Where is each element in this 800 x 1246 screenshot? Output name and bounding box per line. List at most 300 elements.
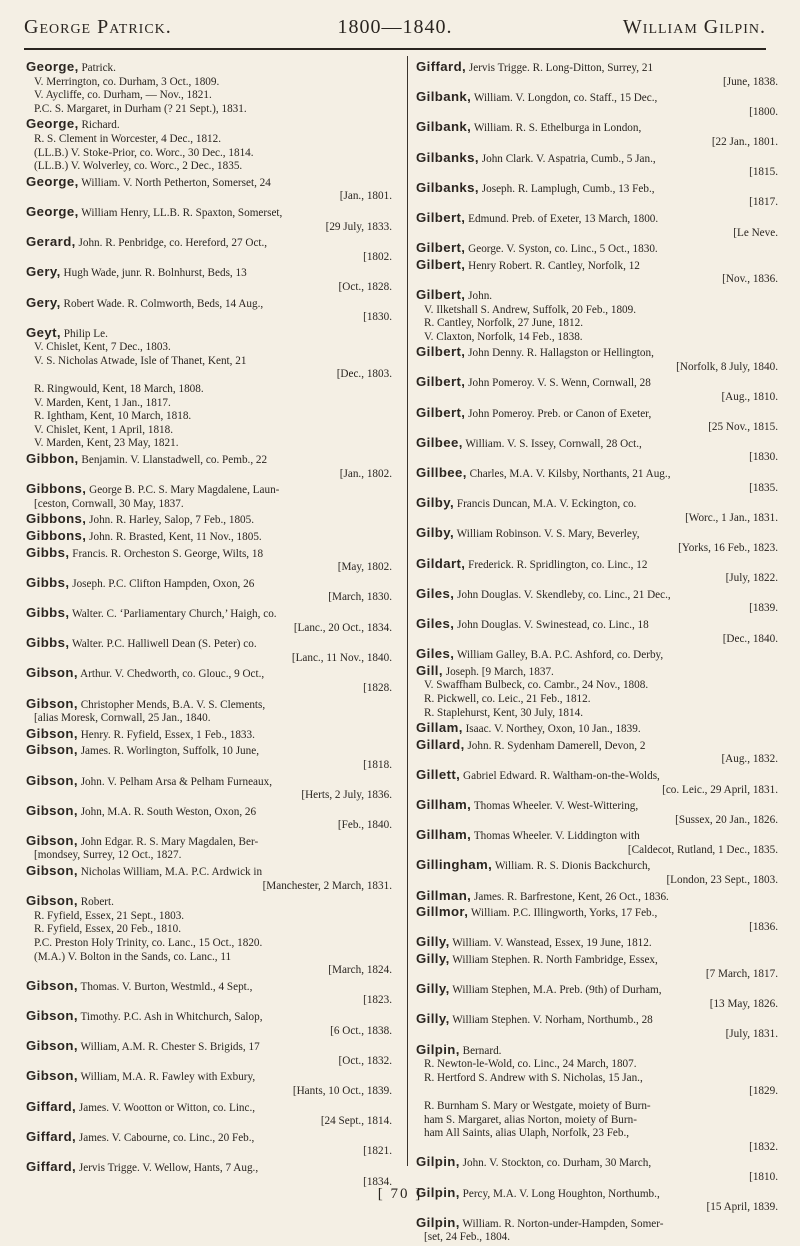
entry-line: R. S. Clement in Worcester, 4 Dec., 1812. bbox=[34, 132, 222, 145]
entry-text: Timothy. P.C. Ash in Whitchurch, Salop, bbox=[77, 1011, 263, 1023]
entry-continuation: [1829. bbox=[749, 1085, 778, 1098]
entry bbox=[416, 905, 778, 934]
entry-line: ham All Saints, alias Ulaph, Norfolk, 23 Feb., bbox=[424, 1127, 630, 1140]
entry-text: George. V. Syston, co. Linc., 5 Oct., 1830. bbox=[465, 243, 658, 256]
entry-line: (LL.B.) V. Stoke-Prior, co. Worc., 30 Dec., 1814. bbox=[34, 146, 254, 159]
entry bbox=[416, 466, 778, 495]
entry-continuation: [1802. bbox=[363, 250, 392, 263]
entry-headword: Gilby, bbox=[416, 495, 455, 511]
entry bbox=[416, 60, 778, 89]
entry-headword: Gibson, bbox=[26, 1038, 78, 1054]
entry-text: George B. P.C. S. Mary Magdalene, Laun- bbox=[86, 484, 280, 497]
entry-continuation: [15 April, 1839. bbox=[706, 1201, 778, 1214]
entry-text: William Henry, LL.B. R. Spaxton, Somerset, bbox=[78, 206, 283, 219]
right-column bbox=[416, 60, 778, 1246]
entry-line: R. Fyfield, Essex, 21 Sept., 1803. bbox=[34, 909, 185, 922]
entry-text: Gabriel Edward. R. Waltham-on-the-Wolds, bbox=[460, 769, 660, 782]
entry bbox=[416, 526, 778, 555]
entry-headword: Gillard, bbox=[416, 736, 465, 752]
entry bbox=[26, 383, 392, 451]
entry-headword: Giles, bbox=[416, 585, 455, 601]
entry-text: James. R. Worlington, Suffolk, 10 June, bbox=[77, 745, 259, 758]
entry-headword: Gilbert, bbox=[416, 240, 466, 256]
entry-headword: Giles, bbox=[416, 615, 455, 631]
entry-continuation: [1834. bbox=[363, 1175, 392, 1188]
entry-text: William, M.A. R. Fawley with Exbury, bbox=[77, 1071, 256, 1084]
entry bbox=[416, 935, 778, 951]
entry-continuation: [Hants, 10 Oct., 1839. bbox=[292, 1084, 392, 1097]
entry bbox=[26, 512, 392, 528]
entry-line: V. Marden, Kent, 1 Jan., 1817. bbox=[34, 396, 171, 409]
entry-text: Joseph. [9 March, 1837. bbox=[442, 665, 554, 678]
entry-headword: George, bbox=[26, 116, 79, 132]
entry bbox=[26, 326, 392, 382]
running-header bbox=[24, 10, 766, 46]
entry-text: Arthur. V. Chedworth, co. Glouc., 9 Oct., bbox=[77, 668, 265, 681]
entry-text: Thomas Wheeler. V. West-Wittering, bbox=[471, 800, 639, 813]
entry-continuation: [Herts, 2 July, 1836. bbox=[301, 789, 392, 802]
entry-text: Isaac. V. Northey, Oxon, 10 Jan., 1839. bbox=[462, 723, 641, 736]
header-center: 1800—1840. bbox=[337, 16, 453, 38]
entry-continuation: [1817. bbox=[749, 196, 778, 209]
entry-text: Francis Duncan, M.A. V. Eckington, co. bbox=[454, 498, 637, 511]
entry-line: P.C. Preston Holy Trinity, co. Lanc., 15 Oct., 1820. bbox=[34, 937, 263, 950]
entry-headword: Gilpin, bbox=[416, 1154, 460, 1170]
entry bbox=[26, 834, 392, 863]
entry-line: V. Ilketshall S. Andrew, Suffolk, 20 Feb., 1809. bbox=[424, 303, 637, 316]
header-rule bbox=[24, 48, 766, 50]
entry bbox=[416, 496, 778, 525]
entry-headword: Gibson, bbox=[26, 695, 78, 711]
entry bbox=[26, 175, 392, 204]
entry bbox=[416, 90, 778, 119]
entry-continuation: [1815. bbox=[749, 166, 778, 179]
entry bbox=[416, 557, 778, 586]
entry-headword: Gilbanks, bbox=[416, 179, 479, 195]
entry-line: R. Ringwould, Kent, 18 March, 1808. bbox=[34, 383, 204, 396]
entry-headword: Gill, bbox=[416, 662, 443, 678]
entry bbox=[416, 1012, 778, 1041]
entry bbox=[26, 666, 392, 695]
entry bbox=[416, 798, 778, 827]
entry-text: Jervis Trigge. V. Wellow, Hants, 7 Aug., bbox=[76, 1161, 259, 1174]
entry-text: William. R. S. Ethelburga in London, bbox=[471, 122, 642, 135]
entry-text: James. V. Cabourne, co. Linc., 20 Feb., bbox=[76, 1131, 255, 1144]
entry-text: Walter. P.C. Halliwell Dean (S. Peter) co. bbox=[69, 638, 257, 651]
entry bbox=[26, 727, 392, 743]
entry-text: Walter. C. ‘Parliamentary Church,’ Haigh, co. bbox=[69, 607, 277, 620]
entry-headword: Gillham, bbox=[416, 827, 472, 843]
entry-line: [ceston, Cornwall, 30 May, 1837. bbox=[34, 497, 184, 510]
entry-headword: Gibson, bbox=[26, 665, 78, 681]
entry-text: Joseph. P.C. Clifton Hampden, Oxon, 26 bbox=[69, 577, 255, 590]
entry bbox=[416, 768, 778, 797]
entry-headword: Gibbons, bbox=[26, 481, 87, 497]
entry bbox=[26, 864, 392, 893]
entry-continuation: [Sussex, 20 Jan., 1826. bbox=[675, 813, 778, 826]
entry bbox=[26, 697, 392, 726]
entry-text: William. R. Norton-under-Hampden, Somer- bbox=[459, 1217, 664, 1230]
entry-line: R. Burnham S. Mary or Westgate, moiety of Burn- bbox=[424, 1099, 651, 1112]
entry-text: William. P.C. Illingworth, Yorks, 17 Feb., bbox=[468, 907, 658, 920]
entry-text: John. R. Brasted, Kent, 11 Nov., 1805. bbox=[86, 531, 262, 543]
entry-text: William. V. Longdon, co. Staff., 15 Dec., bbox=[471, 92, 658, 105]
entry-headword: Gibbs, bbox=[26, 635, 70, 651]
entry bbox=[416, 151, 778, 180]
entry-continuation: [1830. bbox=[363, 311, 392, 324]
entry-line: [set, 24 Feb., 1804. bbox=[424, 1231, 511, 1244]
page-number: [ 70 ] bbox=[377, 1186, 423, 1202]
entry bbox=[416, 858, 778, 887]
entry bbox=[416, 241, 778, 257]
entry-text: Bernard. bbox=[459, 1044, 502, 1057]
entry-line: [alias Moresk, Cornwall, 25 Jan., 1840. bbox=[34, 712, 211, 725]
entry-continuation: [1830. bbox=[749, 451, 778, 464]
entry-line: ham S. Margaret, alias Norton, moiety of Burn- bbox=[424, 1113, 637, 1126]
entry-headword: Giffard, bbox=[26, 1158, 77, 1174]
entry-headword: Gilbert, bbox=[416, 256, 466, 272]
entry bbox=[26, 117, 392, 173]
entry-continuation: [22 Jan., 1801. bbox=[711, 135, 778, 148]
entry-headword: Gibbons, bbox=[26, 528, 87, 543]
entry-text: William Stephen. R. North Fambridge, Essex, bbox=[449, 954, 658, 967]
entry-line: [mondsey, Surrey, 12 Oct., 1827. bbox=[34, 849, 182, 862]
entry-line: (LL.B.) V. Wolverley, co. Worc., 2 Dec., 1835. bbox=[34, 160, 243, 173]
entry bbox=[26, 529, 392, 545]
entry bbox=[416, 288, 778, 344]
entry-text: Thomas. V. Burton, Westmld., 4 Sept., bbox=[77, 980, 253, 993]
entry-headword: Gibbs, bbox=[26, 574, 70, 590]
entry-text: Percy, M.A. V. Long Houghton, Northumb., bbox=[459, 1187, 660, 1200]
entry-headword: Gilbert, bbox=[416, 209, 466, 225]
entry-continuation: [29 July, 1833. bbox=[325, 220, 392, 233]
entry-text: John Clark. V. Aspatria, Cumb., 5 Jan., bbox=[478, 152, 656, 165]
entry-headword: Gilly, bbox=[416, 981, 450, 997]
entry bbox=[26, 606, 392, 635]
entry-headword: Gillham, bbox=[416, 797, 472, 813]
entry-line: V. Claxton, Norfolk, 14 Feb., 1838. bbox=[424, 330, 583, 343]
entry-continuation: [March, 1824. bbox=[328, 964, 392, 977]
entry-headword: Gildart, bbox=[416, 555, 466, 571]
entry-text: John Douglas. V. Swinestead, co. Linc., 18 bbox=[454, 618, 649, 631]
entry bbox=[416, 587, 778, 616]
entry-continuation: [13 May, 1826. bbox=[709, 997, 778, 1010]
entry bbox=[26, 205, 392, 234]
entry-headword: Gilbanks, bbox=[416, 149, 479, 165]
entry-continuation: [March, 1830. bbox=[328, 591, 392, 604]
entry-continuation: [Aug., 1810. bbox=[721, 391, 778, 404]
entry bbox=[26, 1160, 392, 1189]
entry-continuation: [Feb., 1840. bbox=[337, 819, 392, 832]
entry bbox=[416, 952, 778, 981]
entry-text: William Robinson. V. S. Mary, Beverley, bbox=[454, 528, 640, 541]
entry-headword: Gillam, bbox=[416, 720, 463, 736]
entry-text: John. R. Harley, Salop, 7 Feb., 1805. bbox=[86, 514, 255, 527]
entry-headword: Gibson, bbox=[26, 863, 78, 879]
entry-text: Thomas Wheeler. V. Liddington with bbox=[471, 830, 640, 843]
entry-text: John Pomeroy. Preb. or Canon of Exeter, bbox=[465, 407, 652, 420]
entry bbox=[416, 1155, 778, 1184]
entry-headword: Gibbons, bbox=[26, 511, 87, 527]
entry bbox=[416, 738, 778, 767]
entry-headword: Giffard, bbox=[416, 59, 467, 74]
column-divider bbox=[407, 56, 408, 1166]
entry-headword: Gery, bbox=[26, 294, 61, 310]
entry-text: Hugh Wade, junr. R. Bolnhurst, Beds, 13 bbox=[60, 267, 247, 280]
entry-headword: George, bbox=[26, 173, 79, 189]
header-left: George Patrick. bbox=[24, 16, 172, 38]
entry bbox=[26, 979, 392, 1008]
entry bbox=[416, 345, 778, 374]
entry-line: V. Swaffham Bulbeck, co. Cambr., 24 Nov., 1808. bbox=[424, 679, 649, 692]
entry-text: Nicholas William, M.A. P.C. Ardwick in bbox=[77, 866, 263, 879]
entry-headword: Gibson, bbox=[26, 977, 78, 993]
entry-line: R. Ightham, Kent, 10 March, 1818. bbox=[34, 410, 192, 423]
entry-text: Robert Wade. R. Colmworth, Beds, 14 Aug., bbox=[60, 297, 264, 310]
entry-headword: Gillbee, bbox=[416, 465, 467, 481]
entry-headword: Gibson, bbox=[26, 1068, 78, 1084]
entry-headword: Gillett, bbox=[416, 766, 461, 782]
entry-text: Christopher Mends, B.A. V. S. Clements, bbox=[77, 698, 266, 711]
entry bbox=[416, 375, 778, 404]
entry-continuation: [Le Neve. bbox=[733, 226, 778, 239]
entry-continuation: [Nov., 1836. bbox=[722, 273, 778, 286]
entry-continuation: [Dec., 1803. bbox=[336, 368, 392, 381]
entry-text: Robert. bbox=[77, 896, 114, 909]
entry-headword: Gilbert, bbox=[416, 404, 466, 420]
entry-headword: Giles, bbox=[416, 646, 455, 662]
entry bbox=[416, 889, 778, 905]
entry bbox=[416, 1216, 778, 1245]
entry-headword: Gilby, bbox=[416, 525, 455, 541]
entry-continuation: [Caldecot, Rutland, 1 Dec., 1835. bbox=[627, 843, 778, 856]
entry-text: William, A.M. R. Chester S. Brigids, 17 bbox=[77, 1041, 260, 1054]
entry-line: (M.A.) V. Bolton in the Sands, co. Lanc., 11 bbox=[34, 950, 232, 963]
entry-continuation: [Aug., 1832. bbox=[721, 753, 778, 766]
entry bbox=[416, 647, 778, 663]
entry bbox=[416, 664, 778, 720]
entry-headword: Gibson, bbox=[26, 802, 78, 818]
entry-text: Edmund. Preb. of Exeter, 13 March, 1800. bbox=[465, 212, 659, 225]
entry-headword: Giffard, bbox=[26, 1098, 77, 1114]
entry-line: V. Chislet, Kent, 1 April, 1818. bbox=[34, 423, 174, 436]
entry-headword: Gillingham, bbox=[416, 857, 493, 873]
entry-headword: Gilbee, bbox=[416, 434, 463, 450]
entry-text: Francis. R. Orcheston S. George, Wilts, 18 bbox=[69, 547, 264, 560]
entry bbox=[26, 296, 392, 325]
entry-text: John Douglas. V. Skendleby, co. Linc., 21 Dec., bbox=[454, 588, 671, 601]
entry-continuation: [1832. bbox=[749, 1140, 778, 1153]
entry-continuation: [Jan., 1802. bbox=[339, 467, 392, 480]
entry-text: John. bbox=[465, 289, 493, 302]
entry-line: V. Merrington, co. Durham, 3 Oct., 1809. bbox=[34, 75, 220, 88]
entry-text: John Edgar. R. S. Mary Magdalen, Ber- bbox=[77, 835, 259, 848]
entry-text: John Denny. R. Hallagston or Hellington, bbox=[465, 347, 654, 360]
entry-text: John Pomeroy. V. S. Wenn, Cornwall, 28 bbox=[465, 377, 651, 390]
entry bbox=[26, 265, 392, 294]
entry bbox=[26, 546, 392, 575]
entry-text: Charles, M.A. V. Kilsby, Northants, 21 Aug., bbox=[466, 468, 671, 481]
entry-line: V. S. Nicholas Atwade, Isle of Thanet, Kent, 21 bbox=[34, 354, 247, 367]
entry bbox=[26, 60, 392, 116]
entry-headword: Geyt, bbox=[26, 324, 61, 340]
entry-text: John. V. Stockton, co. Durham, 30 March, bbox=[459, 1157, 652, 1170]
entry-headword: Gibson, bbox=[26, 742, 78, 758]
entry-continuation: [Worc., 1 Jan., 1831. bbox=[685, 511, 778, 524]
entry bbox=[26, 1009, 392, 1038]
entry bbox=[26, 452, 392, 481]
entry-continuation: [Manchester, 2 March, 1831. bbox=[262, 879, 392, 892]
entry-text: Henry. R. Fyfield, Essex, 1 Feb., 1833. bbox=[77, 728, 255, 741]
entry bbox=[26, 804, 392, 833]
entry-headword: Gibbs, bbox=[26, 544, 70, 560]
entry-headword: Gillman, bbox=[416, 887, 472, 903]
entry-continuation: [Jan., 1801. bbox=[339, 190, 392, 203]
entry-headword: Gilly, bbox=[416, 951, 450, 967]
left-column bbox=[26, 60, 392, 1190]
entry bbox=[416, 436, 778, 465]
entry bbox=[416, 211, 778, 240]
entry bbox=[26, 1130, 392, 1159]
entry-continuation: [London, 23 Sept., 1803. bbox=[666, 874, 778, 887]
entry bbox=[416, 258, 778, 287]
entry-text: William Stephen. V. Norham, Northumb., 28 bbox=[449, 1014, 653, 1027]
entry bbox=[416, 721, 778, 737]
entry-line: V. Chislet, Kent, 7 Dec., 1803. bbox=[34, 341, 171, 354]
entry-continuation: [1835. bbox=[749, 481, 778, 494]
entry-continuation: [1828. bbox=[363, 681, 392, 694]
entry-headword: Gibson, bbox=[26, 893, 78, 909]
entry bbox=[26, 235, 392, 264]
entry-continuation: [1823. bbox=[363, 994, 392, 1007]
entry-line: R. Fyfield, Essex, 20 Feb., 1810. bbox=[34, 923, 181, 936]
entry bbox=[416, 120, 778, 149]
entry-continuation: [24 Sept., 1814. bbox=[320, 1115, 392, 1128]
entry-headword: Gibson, bbox=[26, 832, 78, 848]
entry-continuation: [co. Leic., 29 April, 1831. bbox=[662, 783, 778, 796]
entry-text: Jervis Trigge. R. Long-Ditton, Surrey, 21 bbox=[466, 62, 654, 74]
entry-continuation: [July, 1822. bbox=[725, 572, 778, 585]
entry-continuation: [July, 1831. bbox=[725, 1028, 778, 1040]
entry-headword: Gilbert, bbox=[416, 344, 466, 360]
entry-continuation: [25 Nov., 1815. bbox=[708, 421, 778, 434]
entry-headword: Gibbs, bbox=[26, 604, 70, 620]
entry-continuation: [1818. bbox=[363, 758, 392, 771]
entry bbox=[26, 1039, 392, 1068]
entry-headword: Gilbank, bbox=[416, 119, 472, 135]
entry bbox=[26, 636, 392, 665]
entry bbox=[26, 743, 392, 772]
entry-text: William. R. S. Dionis Backchurch, bbox=[492, 860, 651, 873]
entry-line: P.C. S. Margaret, in Durham (? 21 Sept.), 1831. bbox=[34, 102, 247, 115]
entry-text: John. V. Pelham Arsa & Pelham Furneaux, bbox=[77, 775, 273, 788]
entry-text: James. V. Wootton or Witton, co. Linc., bbox=[76, 1101, 256, 1114]
entry-continuation: [Oct., 1832. bbox=[338, 1054, 392, 1067]
entry-headword: Gibson, bbox=[26, 772, 78, 788]
entry-continuation: [Yorks, 16 Feb., 1823. bbox=[678, 542, 778, 554]
entry-text: John. R. Penbridge, co. Hereford, 27 Oct., bbox=[75, 237, 268, 250]
entry-headword: Gibbon, bbox=[26, 451, 79, 467]
entry-continuation: [June, 1838. bbox=[723, 75, 778, 88]
entry-headword: George, bbox=[26, 203, 79, 219]
entry-continuation: [Oct., 1828. bbox=[338, 280, 392, 293]
entry bbox=[416, 828, 778, 857]
entry bbox=[416, 982, 778, 1011]
entry-headword: Giffard, bbox=[26, 1128, 77, 1144]
entry-continuation: [1836. bbox=[749, 920, 778, 933]
entry-headword: Gerard, bbox=[26, 234, 76, 250]
entry-continuation: [1800. bbox=[749, 105, 778, 118]
entry-headword: Gilpin, bbox=[416, 1041, 460, 1057]
entry-text: Henry Robert. R. Cantley, Norfolk, 12 bbox=[465, 259, 640, 272]
entry-headword: Gilbank, bbox=[416, 89, 472, 105]
entry bbox=[416, 617, 778, 646]
entry-continuation: [Norfolk, 8 July, 1840. bbox=[676, 360, 778, 373]
entry-headword: Gillmor, bbox=[416, 904, 469, 920]
entry bbox=[26, 894, 392, 978]
entry-headword: Gilly, bbox=[416, 1011, 450, 1027]
entry-continuation: [1821. bbox=[363, 1145, 392, 1158]
entry-line: R. Pickwell, co. Leic., 21 Feb., 1812. bbox=[424, 692, 591, 705]
entry-headword: Gibson, bbox=[26, 1008, 78, 1023]
entry bbox=[26, 1069, 392, 1098]
entry-line: R. Hertford S. Andrew with S. Nicholas, 15 Jan., bbox=[424, 1071, 643, 1084]
entry-continuation: [Dec., 1840. bbox=[722, 632, 778, 645]
entry-line: R. Cantley, Norfolk, 27 June, 1812. bbox=[424, 317, 583, 330]
header-right: William Gilpin. bbox=[622, 16, 766, 38]
entry bbox=[26, 482, 392, 511]
entry-continuation: [1810. bbox=[749, 1170, 778, 1183]
entry-line: V. Marden, Kent, 23 May, 1821. bbox=[34, 437, 179, 450]
entry-text: Richard. bbox=[78, 119, 120, 132]
entry-text: William Galley, B.A. P.C. Ashford, co. Derby, bbox=[454, 649, 664, 662]
entry-continuation: [1839. bbox=[749, 602, 778, 615]
entry bbox=[416, 406, 778, 435]
entry-text: William. V. S. Issey, Cornwall, 28 Oct., bbox=[462, 437, 642, 450]
entry bbox=[416, 1043, 778, 1099]
entry-text: James. R. Barfrestone, Kent, 26 Oct., 1836. bbox=[471, 890, 669, 903]
entry-headword: Gilpin, bbox=[416, 1214, 460, 1230]
entry-continuation: [May, 1802. bbox=[337, 561, 392, 574]
entry bbox=[416, 1100, 778, 1154]
entry-text: William. V. Wanstead, Essex, 19 June, 1812. bbox=[449, 937, 652, 950]
entry-text: John, M.A. R. South Weston, Oxon, 26 bbox=[77, 805, 257, 818]
entry-continuation: [7 March, 1817. bbox=[705, 967, 778, 980]
entry-headword: Gilpin, bbox=[416, 1184, 460, 1200]
entry-text: Frederick. R. Spridlington, co. Linc., 12 bbox=[465, 558, 648, 571]
entry-line: R. Staplehurst, Kent, 30 July, 1814. bbox=[424, 706, 584, 719]
entry-continuation: [6 Oct., 1838. bbox=[330, 1024, 392, 1037]
entry-text: John. R. Sydenham Damerell, Devon, 2 bbox=[464, 739, 646, 752]
entry-headword: Gibson, bbox=[26, 725, 78, 741]
entry-text: Philip Le. bbox=[60, 327, 108, 340]
entry-continuation: [Lanc., 20 Oct., 1834. bbox=[293, 621, 392, 634]
entry bbox=[26, 576, 392, 605]
entry bbox=[26, 1100, 392, 1129]
entry-line: V. Aycliffe, co. Durham, — Nov., 1821. bbox=[34, 89, 212, 102]
entry-line: R. Newton-le-Wold, co. Linc., 24 March, 1807. bbox=[424, 1058, 637, 1071]
entry-text: Benjamin. V. Llanstadwell, co. Pemb., 22 bbox=[78, 454, 268, 467]
entry-text: William. V. North Petherton, Somerset, 24 bbox=[78, 176, 271, 189]
entry-headword: Gilly, bbox=[416, 934, 450, 950]
entry bbox=[416, 181, 778, 210]
entry-text: Joseph. R. Lamplugh, Cumb., 13 Feb., bbox=[478, 182, 655, 195]
entry-headword: Gilbert, bbox=[416, 374, 466, 390]
entry-headword: Gery, bbox=[26, 264, 61, 280]
entry-text: Patrick. bbox=[78, 62, 116, 74]
entry-text: William Stephen, M.A. Preb. (9th) of Durham, bbox=[449, 984, 662, 997]
entry bbox=[26, 774, 392, 803]
